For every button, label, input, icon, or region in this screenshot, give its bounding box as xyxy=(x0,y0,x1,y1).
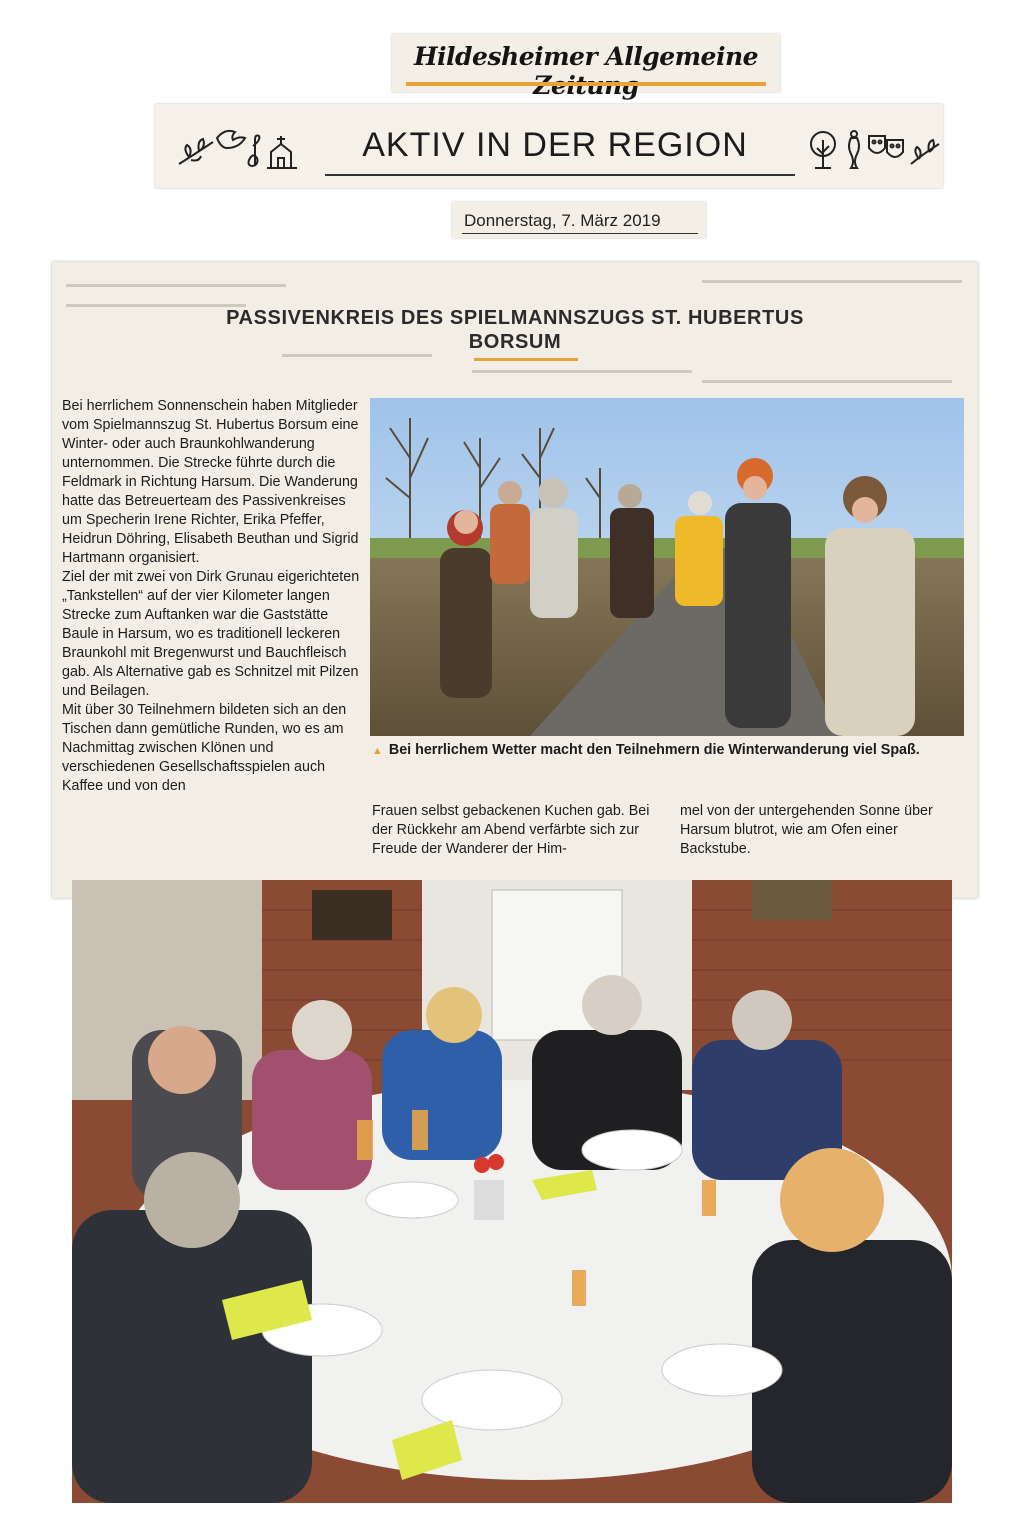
section-title: AKTIV IN DER REGION xyxy=(362,126,748,164)
bleed-through-line xyxy=(282,354,432,357)
body-paragraph: mel von der untergehenden Sonne über Harsum blutrot, wie am Ofen einer Backstube. xyxy=(680,803,933,857)
body-paragraph: Bei herrlichem Sonnenschein haben Mitglieder vom Spielmannszug St. Hubertus Borsum eine Winter- oder auch Braunkohlwanderung unternommen. Die Strecke führte durch die Feldmark in Richtung Harsum. Die Wanderung hatte das Betreuerteam des Passivenkreises um Specherin Irene Richter, Erika Pfeffer, Heidrun Döhring, Elisabeth Beuthan und Sigrid Hartmann organisiert. xyxy=(62,398,359,566)
date-underline xyxy=(462,233,698,234)
section-icons-right xyxy=(803,124,943,174)
body-paragraph: Mit über 30 Teilnehmern bildeten sich an den Tischen dann gemütliche Runden, wo es am Nachmittag zwischen Klönen und verschiedenen Gesellschaftsspielen auch Kaffee und von den xyxy=(62,702,347,794)
article-headline xyxy=(192,306,838,354)
article-clipping xyxy=(52,262,978,898)
publication-date: Donnerstag, 7. März 2019 xyxy=(464,211,661,230)
bleed-through-line xyxy=(702,280,962,283)
triangle-marker-icon: ▲ xyxy=(372,745,383,757)
body-paragraph: Frauen selbst gebackenen Kuchen gab. Bei der Rückkehr am Abend verfärbte sich zur Freude der Wanderer der Him- xyxy=(372,803,650,857)
dove-icon xyxy=(217,131,245,148)
bowling-icon xyxy=(849,131,859,168)
section-icons-left xyxy=(175,124,305,174)
bleed-through-line xyxy=(66,284,286,287)
bleed-through-line xyxy=(702,380,952,383)
bleed-through-line xyxy=(472,370,692,373)
photo-caption xyxy=(372,741,962,761)
tulip-vase xyxy=(474,1154,504,1220)
newspaper-name: Hildesheimer Allgemeine xyxy=(413,42,759,71)
treble-clef-icon xyxy=(249,136,260,167)
section-underline xyxy=(325,174,795,176)
dinner-table-photo xyxy=(72,880,952,1503)
headline-rule xyxy=(474,358,578,361)
article-body-column-2 xyxy=(372,802,652,859)
article-body-column-3 xyxy=(680,802,960,859)
hiking-group-photo xyxy=(370,398,964,736)
headline-line-2: BORSUM xyxy=(468,331,562,353)
masthead-clipping xyxy=(392,34,780,92)
headline-line-1: PASSIVENKREIS DES SPIELMANNSZUGS ST. HUBERTUS xyxy=(226,307,804,329)
masthead-rule xyxy=(406,82,766,86)
tree-icon xyxy=(811,132,835,168)
branch-icon xyxy=(911,140,939,164)
church-icon xyxy=(267,136,297,168)
branch-icon xyxy=(179,139,213,164)
article-body-column-1 xyxy=(62,397,360,796)
date-clipping xyxy=(452,202,706,238)
theater-masks-icon xyxy=(869,136,903,157)
section-header xyxy=(155,104,943,188)
caption-text: Bei herrlichem Wetter macht den Teilnehmern die Winterwanderung viel Spaß. xyxy=(388,742,920,758)
body-paragraph: Ziel der mit zwei von Dirk Grunau eigerichteten „Tankstellen“ auf der vier Kilometer langen Strecke zum Auftanken war die Gaststätte Baule in Harsum, wo es traditionell leckeren Braunkohl mit Bregenwurst und Bauchfleisch gab. Als Alternative gab es Schnitzel mit Pilzen und Beilagen. xyxy=(62,569,360,699)
